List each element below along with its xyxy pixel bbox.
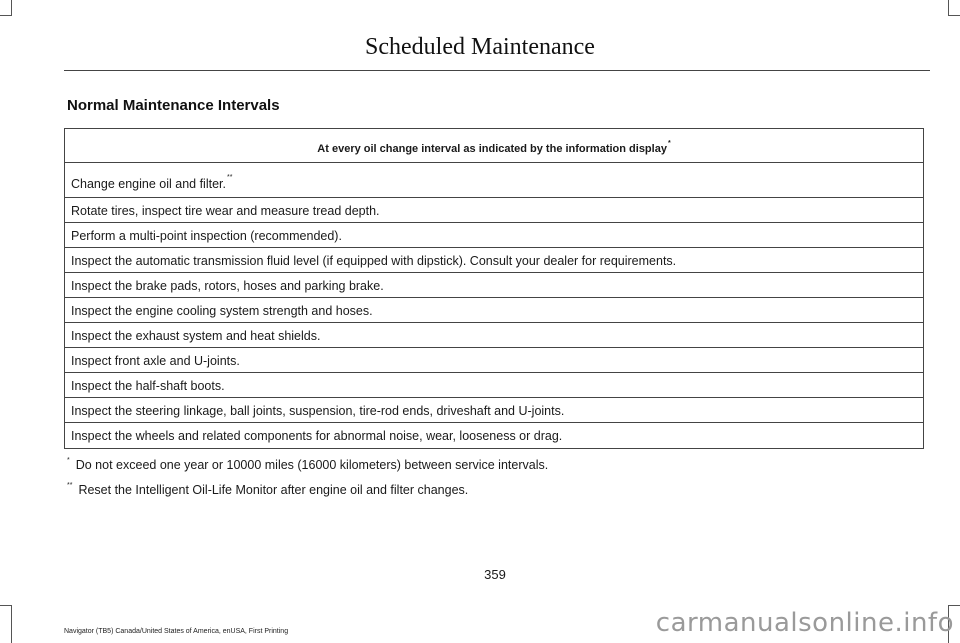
crop-mark xyxy=(11,605,12,643)
footnote-text: Do not exceed one year or 10000 miles (16000 kilometers) between service intervals. xyxy=(75,458,549,472)
row-text: Inspect the exhaust system and heat shields. xyxy=(71,329,321,343)
crop-mark xyxy=(0,605,12,606)
footnote-marker: * xyxy=(67,457,70,464)
row-text: Inspect front axle and U-joints. xyxy=(71,354,240,368)
crop-mark xyxy=(948,15,960,16)
table-header xyxy=(65,129,923,163)
table-row xyxy=(65,273,923,298)
page-number: 359 xyxy=(484,567,506,582)
row-text: Perform a multi-point inspection (recommended). xyxy=(71,229,342,243)
table-row xyxy=(65,198,923,223)
table-row xyxy=(65,248,923,273)
footnote-marker: * xyxy=(667,140,671,147)
section-title: Normal Maintenance Intervals xyxy=(67,97,280,114)
footer-info: Navigator (TB5) Canada/United States of America, enUSA, First Printing xyxy=(64,628,289,635)
row-text: Inspect the half-shaft boots. xyxy=(71,379,225,393)
row-text: Change engine oil and filter. xyxy=(71,177,226,191)
footnote-text: Reset the Intelligent Oil-Life Monitor after engine oil and filter changes. xyxy=(78,483,469,497)
maintenance-table xyxy=(64,128,924,449)
footnote-marker: ** xyxy=(226,174,233,181)
watermark[interactable]: carmanualsonline.info xyxy=(655,608,954,638)
table-row xyxy=(65,348,923,373)
footnote-marker: ** xyxy=(67,482,73,489)
crop-mark xyxy=(0,15,12,16)
table-row xyxy=(65,323,923,348)
table-row xyxy=(65,223,923,248)
table-row xyxy=(65,373,923,398)
footnote xyxy=(67,483,468,497)
crop-mark xyxy=(11,0,12,16)
table-row xyxy=(65,423,923,448)
row-text: Inspect the engine cooling system strength and hoses. xyxy=(71,304,373,318)
crop-mark xyxy=(948,605,960,606)
footnote xyxy=(67,458,548,472)
table-row xyxy=(65,163,923,198)
row-text: Rotate tires, inspect tire wear and measure tread depth. xyxy=(71,204,380,218)
page-title: Scheduled Maintenance xyxy=(365,34,595,60)
row-text: Inspect the steering linkage, ball joints, suspension, tire-rod ends, driveshaft and U-joints. xyxy=(71,404,565,418)
header-divider xyxy=(64,70,930,71)
row-text: Inspect the automatic transmission fluid level (if equipped with dipstick). Consult your dealer for requirements. xyxy=(71,254,677,268)
row-text: Inspect the wheels and related components for abnormal noise, wear, looseness or drag. xyxy=(71,429,563,443)
crop-mark xyxy=(948,0,949,16)
table-row xyxy=(65,398,923,423)
row-text: Inspect the brake pads, rotors, hoses and parking brake. xyxy=(71,279,384,293)
table-row xyxy=(65,298,923,323)
table-header-text: At every oil change interval as indicated by the information display xyxy=(317,143,667,155)
